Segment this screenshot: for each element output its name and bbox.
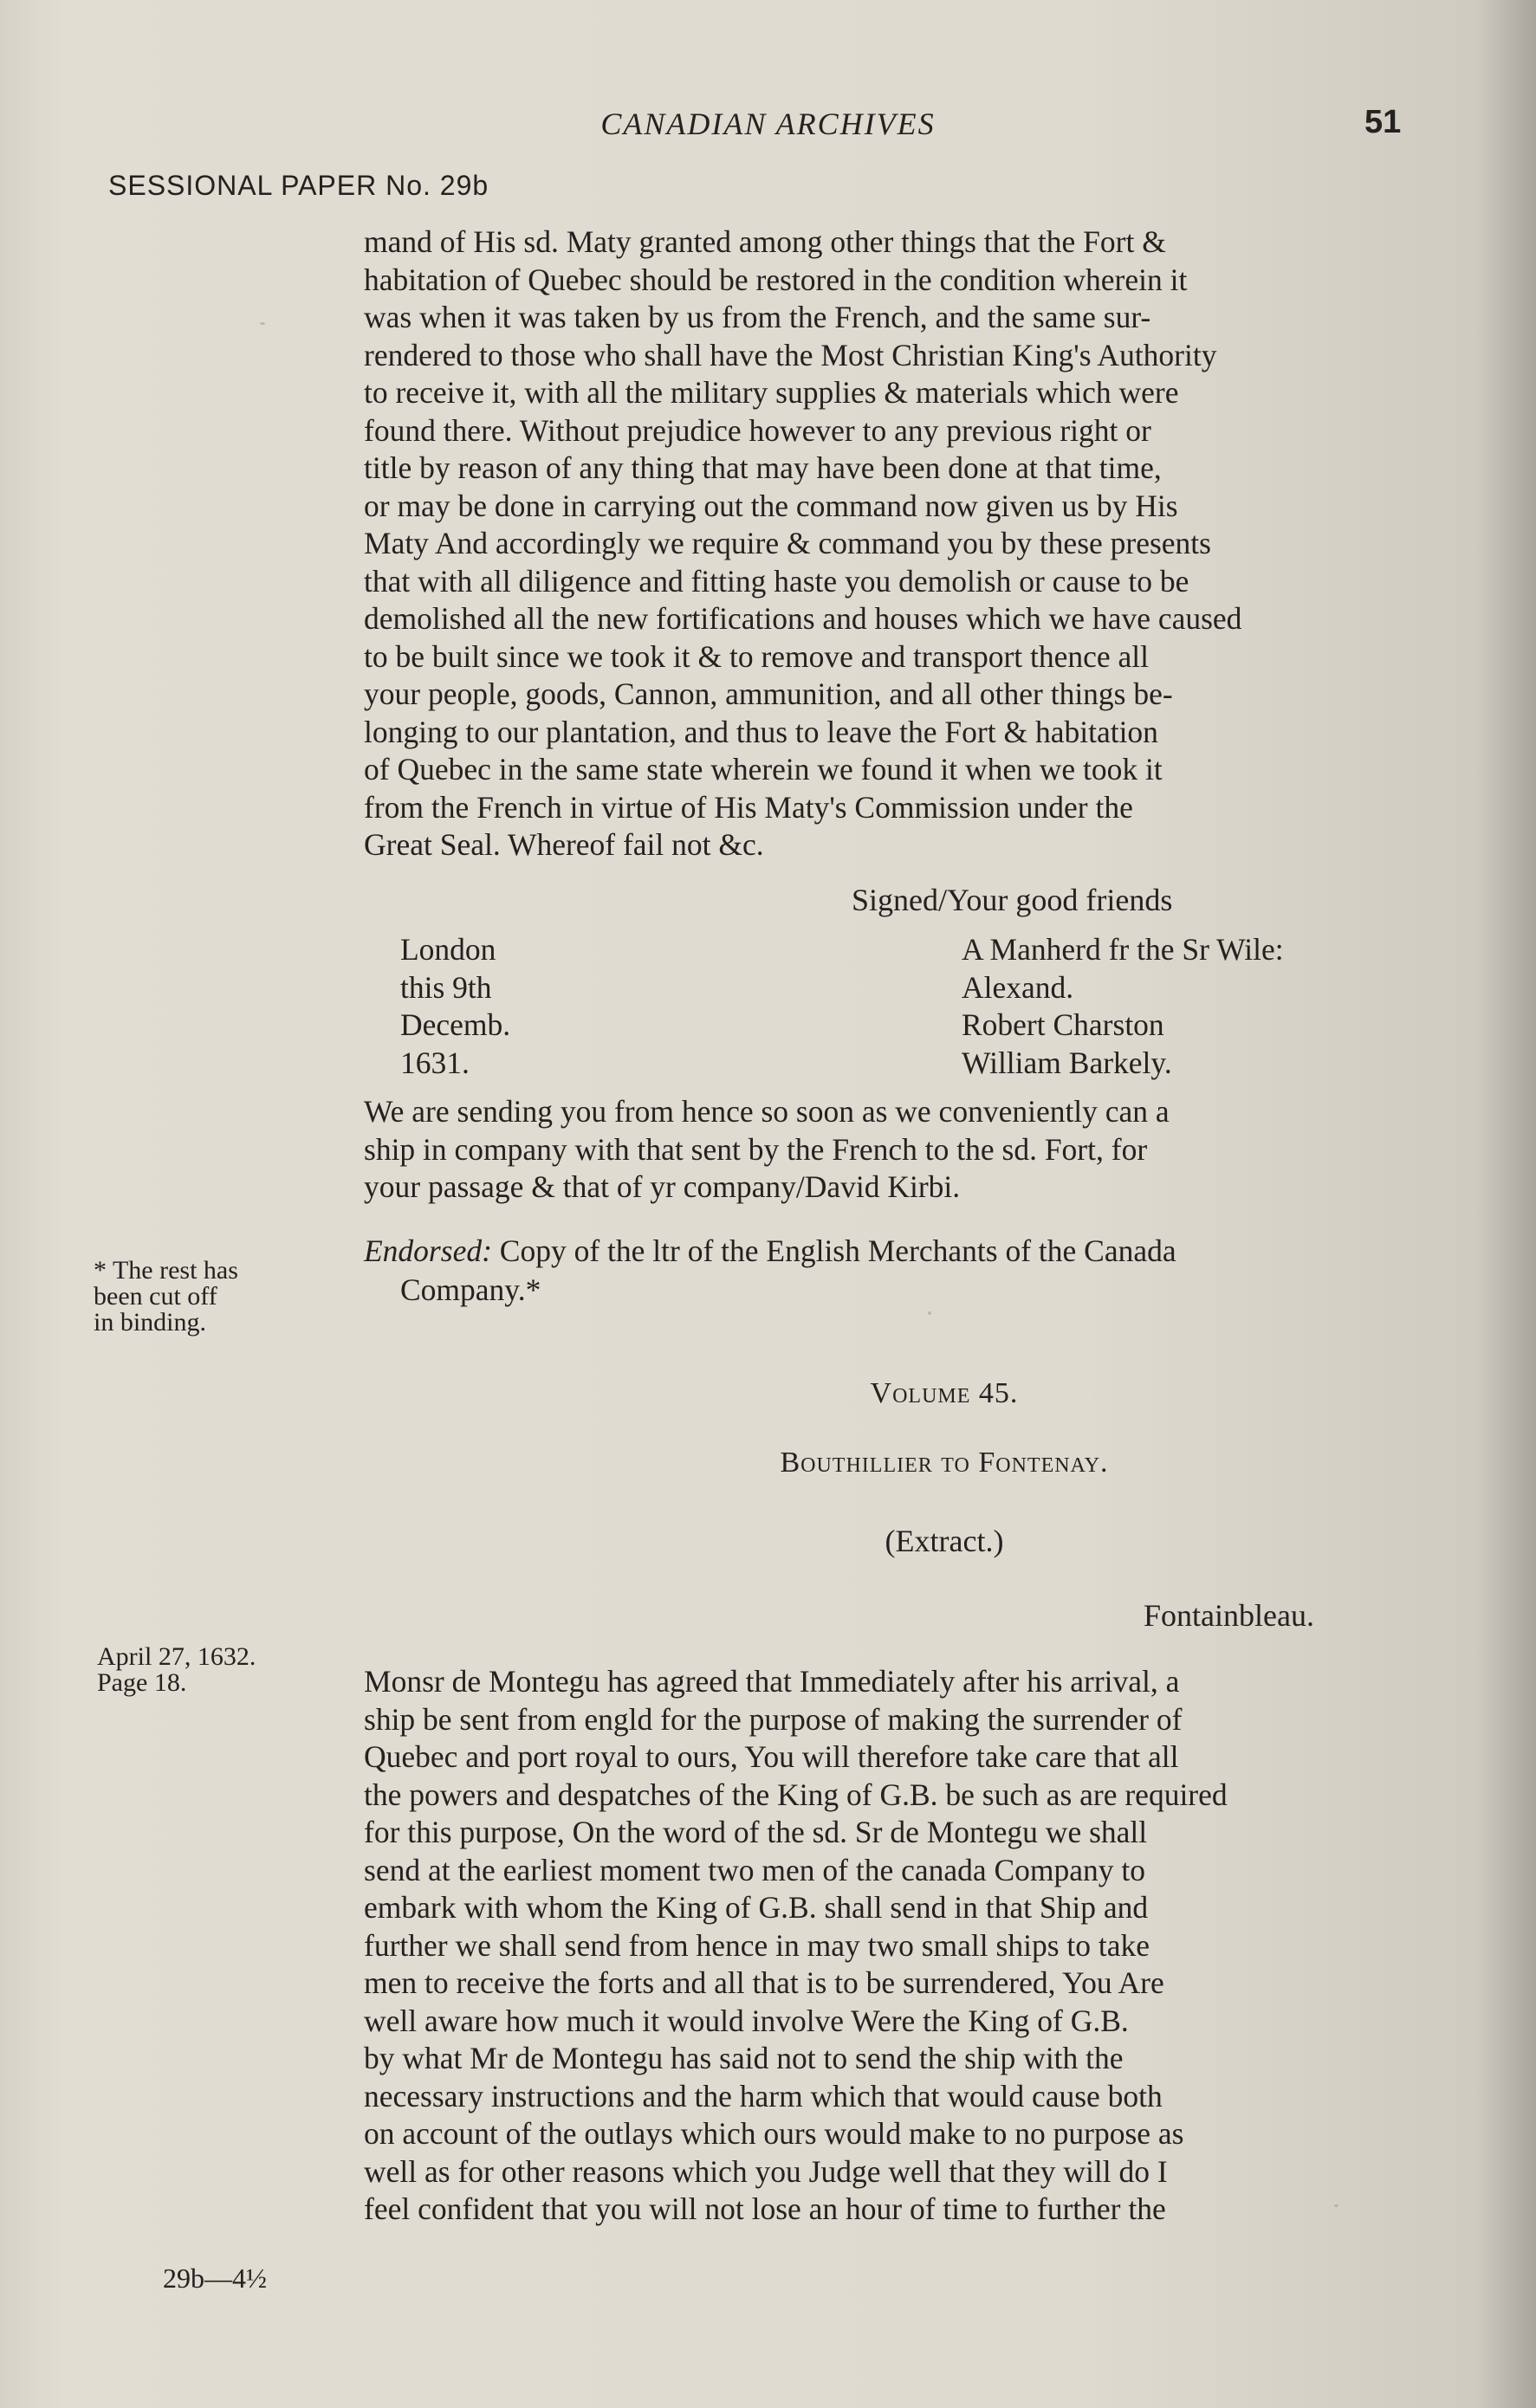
text-line: mand of His sd. Maty granted among other things that the Fort & <box>364 224 1166 259</box>
endorsed-text: Copy of the ltr of the English Merchants of the Canada <box>499 1233 1176 1268</box>
text-line: the powers and despatches of the King of G.B. be such as are required <box>364 1777 1228 1812</box>
sessional-paper-label: SESSIONAL PAPER No. 29b <box>108 170 489 201</box>
date-line: this 9th <box>400 969 492 1005</box>
text-line: Quebec and port royal to ours, You will therefore take care that all <box>364 1739 1179 1774</box>
note-line: Page 18. <box>97 1668 187 1697</box>
text-line: for this purpose, On the word of the sd. Sr de Montegu we shall <box>364 1815 1148 1849</box>
text-line: well as for other reasons which you Judge well that they will do I <box>364 2153 1168 2189</box>
signed-line: Signed/Your good friends <box>852 883 1173 917</box>
text-line: to be built since we took it & to remove and transport thence all <box>364 638 1149 674</box>
page-number: 51 <box>1364 104 1402 140</box>
signatories-block <box>962 931 1284 1082</box>
text-line: found there. Without prejudice however to any previous right or <box>364 412 1151 448</box>
text-line: your passage & that of yr company/David Kirbi. <box>364 1169 961 1204</box>
date-line: London <box>400 932 496 967</box>
margin-note-date <box>97 1644 256 1696</box>
endorsed-label: Endorsed: <box>364 1233 492 1268</box>
text-line: Maty And accordingly we require & command you by these presents <box>364 526 1211 560</box>
text-line: We are sending you from hence so soon as we conveniently can a <box>364 1094 1170 1129</box>
note-line: * The rest has <box>94 1256 238 1285</box>
endorsement <box>364 1232 1416 1310</box>
text-line: from the French in virtue of His Maty's Commission under the <box>364 789 1133 825</box>
text-line: Monsr de Montegu has agreed that Immediately after his arrival, a <box>364 1664 1180 1699</box>
text-line: title by reason of any thing that may have been done at that time, <box>364 450 1162 485</box>
place-line: Fontainbleau. <box>1144 1598 1314 1633</box>
text-line: necessary instructions and the harm which that would cause both <box>364 2078 1163 2113</box>
text-line: was when it was taken by us from the French, and the same sur- <box>364 300 1151 334</box>
text-line: rendered to those who shall have the Most Christian King's Authority <box>364 337 1217 372</box>
text-line: that with all diligence and fitting haste you demolish or cause to be <box>364 563 1189 599</box>
signature-mark: 29b—4½ <box>163 2262 267 2294</box>
text-line: your people, goods, Cannon, ammunition, and all other things be- <box>364 676 1173 711</box>
text-line: demolished all the new fortifications and houses which we have caused <box>364 601 1242 636</box>
note-line: April 27, 1632. <box>97 1642 256 1671</box>
text-line: or may be done in carrying out the command now given us by His <box>364 488 1178 523</box>
letter1-body <box>364 223 1416 864</box>
signatory: A Manherd fr the Sr Wile: <box>962 932 1284 967</box>
text-line: feel confident that you will not lose an hour of time to further the <box>364 2191 1166 2226</box>
extract-label: (Extract.) <box>885 1524 1004 1558</box>
note-line: been cut off <box>94 1282 217 1311</box>
text-line: ship in company with that sent by the French to the sd. Fort, for <box>364 1131 1148 1167</box>
running-title: CANADIAN ARCHIVES <box>600 107 936 141</box>
text-line: further we shall send from hence in may two small ships to take <box>364 1927 1150 1963</box>
volume-heading: Volume 45. <box>870 1377 1019 1409</box>
letter2-body <box>364 1663 1416 2229</box>
endorsed-text-cont: Company.* <box>400 1272 541 1307</box>
postscript <box>364 1093 1416 1207</box>
text-line: to receive it, with all the military supplies & materials which were <box>364 375 1179 410</box>
text-line: send at the earliest moment two men of the canada Company to <box>364 1852 1146 1887</box>
signatory: Robert Charston <box>962 1007 1164 1042</box>
text-line: habitation of Quebec should be restored in the condition wherein it <box>364 262 1188 297</box>
text-line: of Quebec in the same state wherein we found it when we took it <box>364 752 1163 786</box>
paper-speck <box>260 322 265 325</box>
text-line: men to receive the forts and all that is to be surrendered, You Are <box>364 1965 1164 2000</box>
signatory: William Barkely. <box>962 1045 1172 1080</box>
paper-speck <box>1334 2204 1338 2207</box>
note-line: in binding. <box>94 1308 207 1337</box>
date-line: Decemb. <box>400 1007 511 1042</box>
text-line: by what Mr de Montegu has said not to send the ship with the <box>364 2041 1124 2075</box>
text-line: ship be sent from engld for the purpose of making the surrender of <box>364 1701 1183 1737</box>
text-line: on account of the outlays which ours would make to no purpose as <box>364 2116 1184 2151</box>
text-line: longing to our plantation, and thus to leave the Fort & habitation <box>364 714 1158 749</box>
text-line: well aware how much it would involve Were the King of G.B. <box>364 2003 1129 2038</box>
paper-speck <box>928 1311 931 1315</box>
correspondents-heading: Bouthillier to Fontenay. <box>780 1447 1109 1479</box>
date-line: 1631. <box>400 1045 470 1080</box>
date-block <box>400 931 510 1082</box>
signatory: Alexand. <box>962 969 1074 1005</box>
text-line: embark with whom the King of G.B. shall send in that Ship and <box>364 1890 1149 1925</box>
margin-note-binding <box>94 1258 238 1336</box>
text-line: Great Seal. Whereof fail not &c. <box>364 827 764 862</box>
